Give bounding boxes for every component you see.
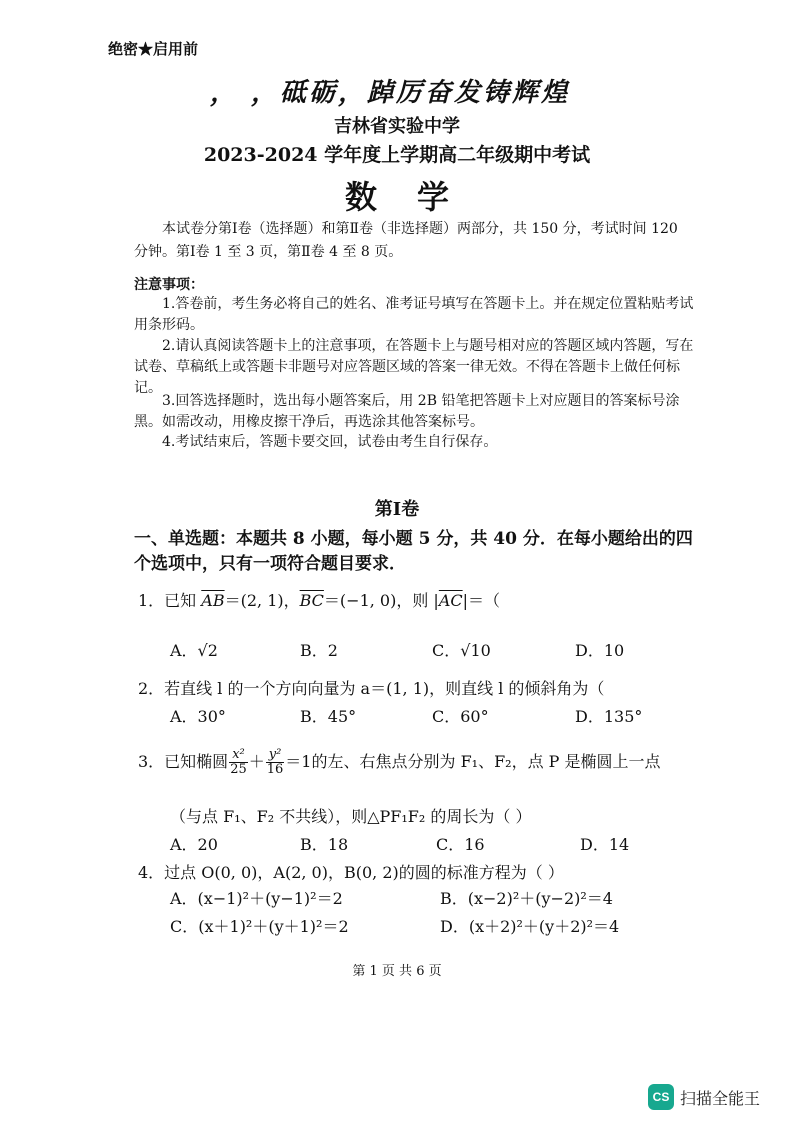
q1-bc-value: ＝(−1, 0)，则 |: [323, 591, 439, 610]
question-3-line2: （与点 F₁、F₂ 不共线），则△PF₁F₂ 的周长为（ ）: [170, 807, 532, 826]
q4-option-a: A．(x−1)²＋(y−1)²＝2: [170, 889, 343, 908]
school-name: 吉林省实验中学: [334, 116, 460, 137]
q3-option-b: B．18: [300, 835, 349, 854]
page-footer: 第 1 页 共 6 页: [352, 964, 442, 979]
q4-option-c: C．(x＋1)²＋(y＋1)²＝2: [170, 917, 349, 936]
q2-option-d: D．135°: [575, 707, 643, 726]
q1-option-a: A．√2: [170, 641, 218, 660]
q1-prefix: 1．已知: [138, 591, 202, 610]
q4-option-b: B．(x−2)²＋(y−2)²＝4: [440, 889, 613, 908]
motto-handwriting: ， ，砥砺，踔厉奋发铸辉煌: [210, 78, 571, 108]
q3-option-c: C．16: [436, 835, 485, 854]
q1-option-b: B．2: [300, 641, 338, 660]
q3-option-a: A．20: [170, 835, 218, 854]
intro-paragraph: 本试卷分第Ⅰ卷（选择题）和第Ⅱ卷（非选择题）两部分，共 150 分，考试时间 120 分钟。第Ⅰ卷 1 至 3 页，第Ⅱ卷 4 至 8 页。: [134, 221, 678, 260]
q2-option-a: A．30°: [170, 707, 226, 726]
vector-bc: $\overline{BC}$: [299, 591, 324, 610]
frac-denominator: 25: [230, 762, 247, 777]
q3-prefix: 3．已知椭圆: [138, 752, 229, 771]
notice-item: 2.请认真阅读答题卡上的注意事项，在答题卡上与题号相对应的答题区域内答题，写在试卷、草稿纸上或答题卡非题号对应答题区域的答案一律无效。不得在答题卡上做任何标记。: [134, 338, 694, 396]
question-1: [138, 588, 500, 611]
notice-item: 1.答卷前，考生务必将自己的姓名、准考证号填写在答题卡上。并在规定位置粘贴考试用条形码。: [134, 296, 694, 333]
q3-suffix: ＝1的左、右焦点分别为 F₁、F₂，点 P 是椭圆上一点: [285, 752, 661, 771]
vector-ac: $\overline{AC}$: [438, 591, 463, 610]
fraction-y2-16: [266, 748, 285, 777]
confidential-label: 绝密★启用前: [108, 40, 199, 58]
notice-title: 注意事项：: [134, 277, 204, 293]
frac-denominator: 16: [266, 762, 284, 777]
exam-title: 2023-2024 学年度上学期高二年级期中考试: [203, 144, 591, 166]
volume-title: 第Ⅰ卷: [374, 499, 420, 520]
q3-option-d: D．14: [580, 835, 630, 854]
vector-ab: $\overline{AB}$: [201, 591, 225, 610]
plus-sign: ＋: [248, 752, 265, 771]
notice-item: 3.回答选择题时，选出每小题答案后，用 2B 铅笔把答题卡上对应题目的答案标号涂黑。如需改动，用橡皮擦干净后，再选涂其他答案标号。: [134, 393, 680, 430]
question-2: 2．若直线 l 的一个方向向量为 a＝(1, 1)，则直线 l 的倾斜角为（: [138, 679, 605, 698]
frac-numerator: y²: [266, 748, 285, 763]
question-3: [138, 742, 661, 782]
section-title: 一、单选题：本题共 8 小题，每小题 5 分，共 40 分．在每小题给出的四个选项中，只有一项符合题目要求．: [134, 529, 693, 574]
q1-ab-value: ＝(2, 1)，: [224, 591, 300, 610]
q2-option-b: B．45°: [300, 707, 357, 726]
q1-option-d: D．10: [575, 641, 625, 660]
notice-item: 4.考试结束后，答题卡要交回，试卷由考生自行保存。: [162, 434, 498, 450]
subject-title: 数学: [344, 178, 489, 216]
q1-tail: |＝（: [462, 591, 501, 610]
fraction-x2-25: [229, 748, 248, 777]
q4-option-d: D．(x＋2)²＋(y＋2)²＝4: [440, 917, 620, 936]
question-4: 4．过点 O(0, 0)，A(2, 0)，B(0, 2)的圆的标准方程为（ ）: [138, 863, 564, 882]
q2-option-c: C．60°: [432, 707, 489, 726]
camscanner-logo-icon: CS: [648, 1084, 674, 1110]
q1-option-c: C．√10: [432, 641, 491, 660]
frac-numerator: x²: [229, 748, 248, 763]
scanner-watermark: 扫描全能王: [680, 1089, 761, 1108]
